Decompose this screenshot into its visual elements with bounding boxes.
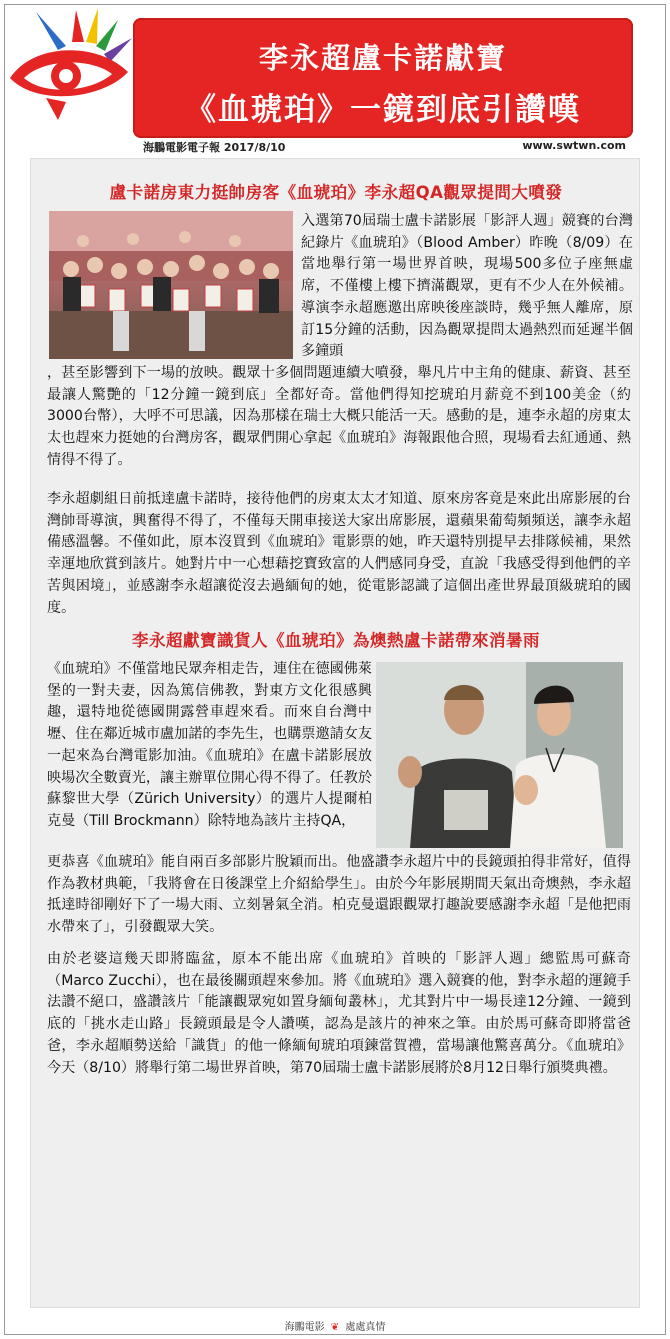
subheading-2: 李永超獻寶識貨人《血琥珀》為燠熱盧卡諾帶來消暑雨 — [132, 631, 540, 650]
paragraph-3-continued: 更恭喜《血琥珀》能自兩百多部影片脫穎而出。他盛讚李永超片中的長鏡頭拍得非常好，值得作為教材典範，「我將會在日後課堂上介紹給學生」。由於今年影展期間天氣出奇燠熱，李永超抵達時卻剛好下了一場大雨、立刻暑氣全消。柏克曼還跟觀眾打趣說要感謝李永超「是他把雨水帶來了」，引發觀眾大笑。 — [47, 854, 631, 936]
publication-source: 海鵬電影電子報 2017/8/10 — [143, 141, 286, 154]
paragraph-1-continued: ，甚至影響到下一場的放映。觀眾十多個問題連續大噴發，舉凡片中主角的健康、薪資、甚至最讓人驚艷的「12分鐘一鏡到底」全都好奇。當他們得知挖琥珀月薪竟不到100美金（約3000台幣），大呼不可思議，因為那樣在瑞士大概只能活一天。感動的是，連李永超的房東太太也趕來力挺她的台灣房客，觀眾們開心拿起《血琥珀》海報跟他合照，現場看去紅通通、熱情得不得了。 — [47, 365, 631, 468]
headline-banner — [133, 18, 633, 138]
thumbs-up-photo — [376, 662, 623, 848]
audience-photo — [49, 211, 293, 359]
paragraph-4: 由於老婆這幾天即將臨盆，原本不能出席《血琥珀》首映的「影評人週」總監馬可蘇奇（Marco Zucchi），也在最後關頭趕來參加。將《血琥珀》選入競賽的他，對李永超的運鏡手法讚不絕口，盛讚該片「能讓觀眾宛如置身緬甸叢林」，尤其對片中一場長達12分鐘、一鏡到底的「挑水走山路」長鏡頭最是令人讚嘆，認為是該片的神來之筆。由於馬可蘇奇即將當爸爸，李永超順勢送給「識貨」的他一條緬甸琥珀項鍊當賀禮，當場讓他驚喜萬分。《血琥珀》今天（8/10）將舉行第二場世界首映，第70屆瑞士盧卡諾影展將於8月12日舉行頒獎典禮。 — [47, 951, 631, 1076]
subheading-1: 盧卡諾房東力挺帥房客《血琥珀》李永超QA觀眾提問大噴發 — [109, 183, 563, 202]
article-panel — [30, 158, 640, 1308]
headline-line-2: 《血琥珀》一鏡到底引讚嘆 — [185, 92, 581, 128]
paragraph-2: 李永超劇組日前抵達盧卡諾時，接待他們的房東太太才知道、原來房客竟是來此出席影展的台灣帥哥導演，興奮得不得了，不僅每天開車接送大家出席影展，還蘋果葡萄頻頻送，讓李永超備感溫馨。不僅如此，原本沒買到《血琥珀》電影票的她，昨天還特別提早去排隊候補，果然幸運地欣賞到該片。她對片中一心想藉挖寶致富的人們感同身受，直說「我感受得到他們的辛苦與困境」，並感謝李永超讓從沒去過緬甸的她，從電影認識了這個出產世界最頂級琥珀的國度。 — [47, 491, 631, 616]
footer — [0, 1318, 670, 1333]
paragraph-1-wrap: 入選第70屆瑞士盧卡諾影展「影評人週」競賽的台灣紀錄片《血琥珀》（Blood Amber）昨晚（8/09）在當地舉行第一場世界首映，現場500多位子座無虛席，不僅樓上樓下擠滿觀眾，更有不少人在外候補。導演李永超應邀出席映後座談時，幾乎無人離席，原訂15分鐘的活動，因為觀眾提問太過熱烈而延遲半個多鐘頭 — [301, 213, 633, 360]
paragraph-3-wrap: 《血琥珀》不僅當地民眾奔相走告，連住在德國佛萊堡的一對夫妻，因為篤信佛教，對東方文化很感興趣，還特地從德國開露營車趕來看。而來自台灣中壢、住在鄰近城市盧加諾的李先生，也購票邀請女友一起來為台灣電影加油。《血琥珀》在盧卡諾影展放映場次全數賣光，讓主辦單位開心得不得了。任教於蘇黎世大學（Zürich University）的選片人提爾柏克曼（Till Brockmann）除特地為該片主持QA， — [47, 661, 372, 829]
swtwn-eye-logo-icon — [6, 2, 136, 122]
heart-logo-icon: ❦ — [330, 1322, 340, 1333]
website-url: www.swtwn.com — [522, 139, 626, 152]
footer-right-text: 處處真情 — [345, 1322, 386, 1333]
headline-line-1: 李永超盧卡諾獻寶 — [258, 41, 507, 75]
footer-left-text: 海鵬電影 — [284, 1322, 325, 1333]
